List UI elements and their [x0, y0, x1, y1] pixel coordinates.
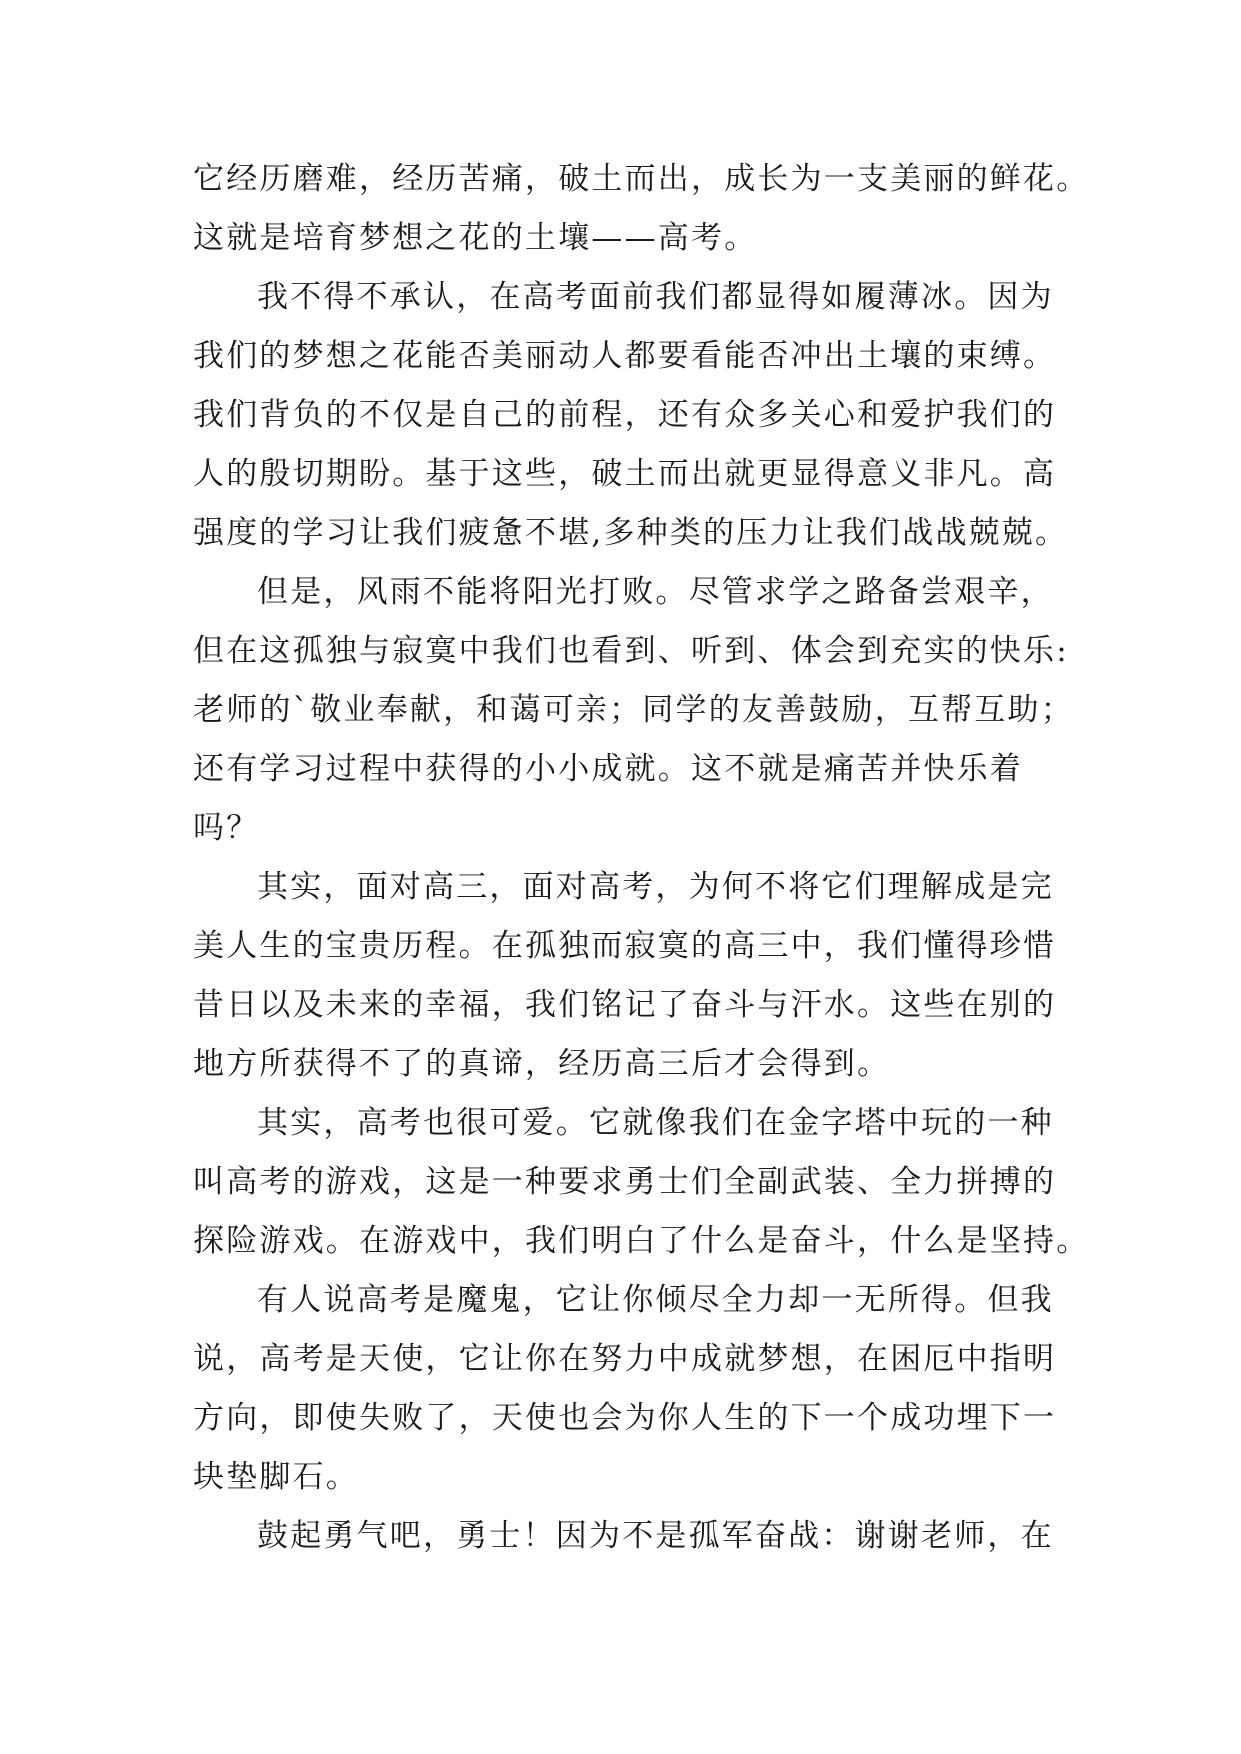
text-line: 我们的梦想之花能否美丽动人都要看能否冲出土壤的束缚。 — [193, 338, 1057, 374]
text-line: 叫高考的游戏，这是一种要求勇士们全副武装、全力拼搏的 — [193, 1164, 1057, 1200]
paragraph — [193, 1507, 1053, 1566]
text-line: 但是，风雨不能将阳光打败。尽管求学之路备尝艰辛， — [257, 574, 1054, 610]
paragraph — [193, 1094, 1090, 1271]
paragraph — [193, 858, 1057, 1094]
text-line: 我们背负的不仅是自己的前程，还有众多关心和爱护我们的 — [193, 397, 1057, 433]
text-line: 说，高考是天使，它让你在努力中成就梦想，在困厄中指明 — [193, 1341, 1057, 1377]
text-line: 老师的`敬业奉献，和蔼可亲；同学的友善鼓励，互帮互助； — [193, 692, 1074, 728]
text-line: 强度的学习让我们疲惫不堪,多种类的压力让我们战战兢兢。 — [193, 515, 1069, 551]
text-line: 有人说高考是魔鬼，它让你倾尽全力却一无所得。但我 — [257, 1282, 1054, 1318]
text-line: 昔日以及未来的幸福，我们铭记了奋斗与汗水。这些在别的 — [193, 987, 1057, 1023]
text-line: 块垫脚石。 — [193, 1459, 359, 1495]
text-line: 其实，高考也很可爱。它就像我们在金字塔中玩的一种 — [257, 1105, 1054, 1141]
text-line: 我不得不承认，在高考面前我们都显得如履薄冰。因为 — [257, 279, 1054, 315]
text-line: 探险游戏。在游戏中，我们明白了什么是奋斗，什么是坚持。 — [193, 1223, 1090, 1259]
text-line: 但在这孤独与寂寞中我们也看到、听到、体会到充实的快乐: — [193, 633, 1069, 669]
text-line: 美人生的宝贵历程。在孤独而寂寞的高三中，我们懂得珍惜 — [193, 928, 1057, 964]
text-line: 这就是培育梦想之花的土壤——高考。 — [193, 220, 758, 256]
text-line: 地方所获得不了的真谛，经历高三后才会得到。 — [193, 1046, 891, 1082]
text-line: 方向，即使失败了，天使也会为你人生的下一个成功埋下一 — [193, 1400, 1057, 1436]
text-line: 其实，面对高三，面对高考，为何不将它们理解成是完 — [257, 869, 1054, 905]
text-line: 鼓起勇气吧，勇士！因为不是孤军奋战：谢谢老师，在 — [257, 1518, 1054, 1554]
text-line: 它经历磨难，经历苦痛，破土而出，成长为一支美丽的鲜花。 — [193, 161, 1090, 197]
text-line: 还有学习过程中获得的小小成就。这不就是痛苦并快乐着 — [193, 751, 1023, 787]
paragraph — [193, 563, 1074, 858]
text-line: 人的殷切期盼。基于这些，破土而出就更显得意义非凡。高 — [193, 456, 1057, 492]
text-line: 吗？ — [193, 810, 260, 846]
paragraph — [193, 1271, 1057, 1507]
document-body — [193, 150, 1090, 1566]
paragraph — [193, 268, 1069, 563]
paragraph — [193, 150, 1090, 268]
